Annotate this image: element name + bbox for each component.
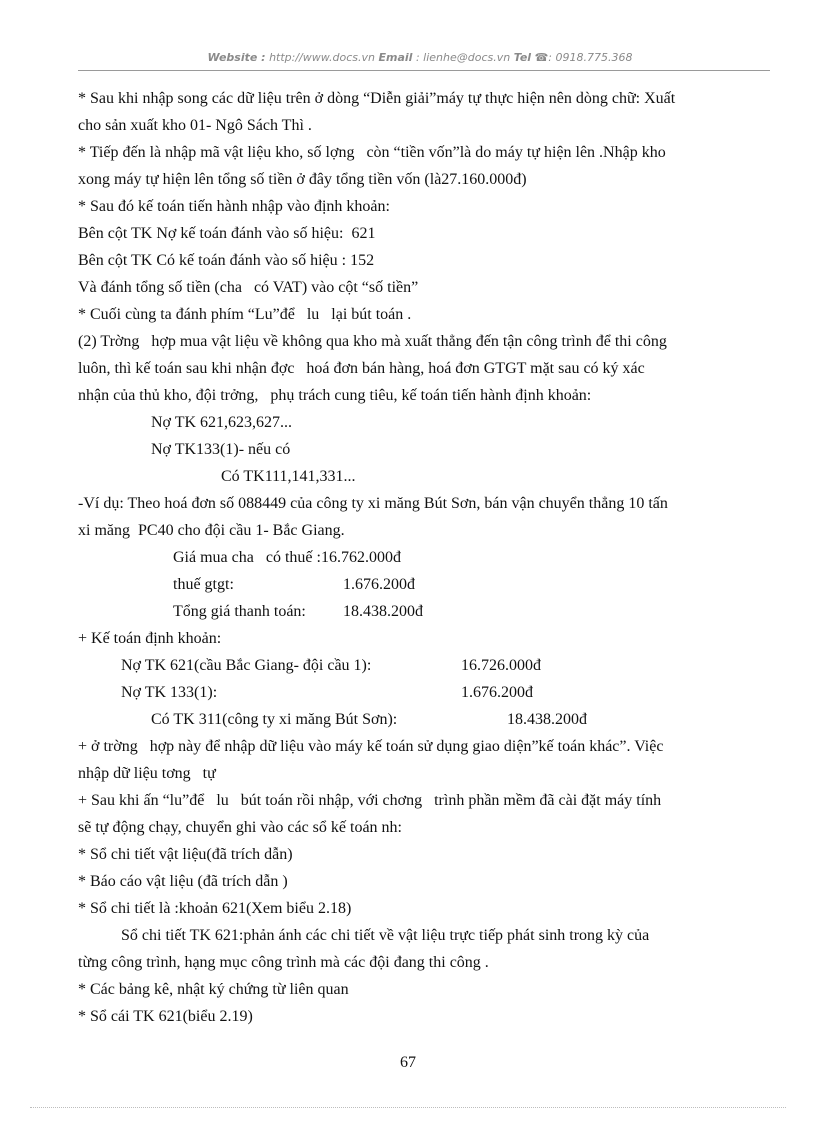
tax-value: 1.676.200đ bbox=[343, 576, 415, 593]
entry-account: Nợ TK 621(cầu Bắc Giang- đội cầu 1): bbox=[121, 657, 372, 674]
text-line: -Ví dụ: Theo hoá đơn số 088449 của công ty xi măng Bút Sơn, bán vận chuyển thẳng 10 tấn bbox=[78, 495, 668, 512]
entry-amount: 1.676.200đ bbox=[461, 684, 533, 701]
text-line: + Kế toán định khoản: bbox=[78, 630, 222, 647]
page-header bbox=[80, 51, 760, 64]
total-label: Tổng giá thanh toán: bbox=[173, 603, 306, 620]
entry-account: Có TK 311(công ty xi măng Bút Sơn): bbox=[151, 711, 398, 728]
header-divider bbox=[78, 70, 770, 71]
text-line: * Sau khi nhập song các dữ liệu trên ở dòng “Diễn giải”máy tự thực hiện nên dòng chữ: Xuất bbox=[78, 90, 676, 107]
text-line: * Tiếp đến là nhập mã vật liệu kho, số lợng còn “tiền vốn”là do máy tự hiện lên .Nhập kho bbox=[78, 144, 666, 161]
text-line: Bên cột TK Có kế toán đánh vào số hiệu : 152 bbox=[78, 252, 375, 269]
text-line: nhận của thủ kho, đội trởng, phụ trách cung tiêu, kế toán tiến hành định khoản: bbox=[78, 387, 592, 404]
text-line: luôn, thì kế toán sau khi nhận đợc hoá đơn bán hàng, hoá đơn GTGT mặt sau có ký xác bbox=[78, 360, 645, 377]
journal-debit-line: Nợ TK133(1)- nếu có bbox=[151, 441, 291, 458]
text-line: * Sổ chi tiết vật liệu(đã trích dẫn) bbox=[78, 846, 293, 863]
footer-divider bbox=[30, 1107, 786, 1108]
entry-amount: 18.438.200đ bbox=[507, 711, 587, 728]
text-line: xong máy tự hiện lên tổng số tiền ở đây tổng tiền vốn (là27.160.000đ) bbox=[78, 171, 527, 188]
entry-debit-133 bbox=[78, 679, 778, 706]
text-line: (2) Trờng hợp mua vật liệu về không qua kho mà xuất thẳng đến tận công trình để thi công bbox=[78, 333, 667, 350]
tax-label: thuế gtgt: bbox=[173, 576, 234, 593]
text-line: xi măng PC40 cho đội cầu 1- Bắc Giang. bbox=[78, 522, 345, 539]
text-line: Và đánh tổng số tiền (cha có VAT) vào cột “số tiền” bbox=[78, 279, 419, 296]
text-line: nhập dữ liệu tơng tự bbox=[78, 765, 216, 782]
text-line: sẽ tự động chạy, chuyển ghi vào các sổ kế toán nh: bbox=[78, 819, 402, 836]
text-line: * Sổ chi tiết là :khoản 621(Xem biểu 2.18) bbox=[78, 900, 352, 917]
text-line: + ở trờng hợp này để nhập dữ liệu vào máy kế toán sử dụng giao diện”kế toán khác”. Việc bbox=[78, 738, 664, 755]
price-line: Giá mua cha có thuế :16.762.000đ bbox=[173, 549, 401, 566]
phone-icon: ☎ bbox=[534, 51, 549, 64]
email-address: : lienhe@docs.vn bbox=[415, 51, 511, 64]
website-label: Website : bbox=[207, 51, 266, 64]
total-line bbox=[78, 598, 778, 625]
journal-credit-line: Có TK111,141,331... bbox=[221, 468, 356, 485]
text-line: * Cuối cùng ta đánh phím “Lu”để lu lại bút toán . bbox=[78, 306, 412, 323]
entry-debit-621 bbox=[78, 652, 778, 679]
journal-debit-line: Nợ TK 621,623,627... bbox=[151, 414, 293, 431]
text-line: cho sản xuất kho 01- Ngô Sách Thì . bbox=[78, 117, 312, 134]
text-line: * Các bảng kê, nhật ký chứng từ liên quan bbox=[78, 981, 349, 998]
entry-amount: 16.726.000đ bbox=[461, 657, 541, 674]
entry-account: Nợ TK 133(1): bbox=[121, 684, 218, 701]
tax-line bbox=[78, 571, 778, 598]
text-line: Bên cột TK Nợ kế toán đánh vào số hiệu: 621 bbox=[78, 225, 376, 242]
tel-number: : 0918.775.368 bbox=[548, 51, 633, 64]
tel-label: Tel bbox=[513, 51, 532, 64]
document-body bbox=[78, 85, 778, 1030]
text-line: + Sau khi ấn “lu”để lu bút toán rồi nhập, với chơng trình phần mềm đã cài đặt máy tính bbox=[78, 792, 662, 809]
text-line: * Sau đó kế toán tiến hành nhập vào định khoản: bbox=[78, 198, 390, 215]
text-line: * Sổ cái TK 621(biểu 2.19) bbox=[78, 1008, 253, 1025]
text-line: Sổ chi tiết TK 621:phản ánh các chi tiết về vật liệu trực tiếp phát sinh trong kỳ của bbox=[121, 927, 650, 944]
page-number: 67 bbox=[400, 1054, 416, 1071]
website-url: http://www.docs.vn bbox=[269, 51, 376, 64]
total-value: 18.438.200đ bbox=[343, 603, 423, 620]
text-line: từng công trình, hạng mục công trình mà các đội đang thi công . bbox=[78, 954, 489, 971]
text-line: * Báo cáo vật liệu (đã trích dẫn ) bbox=[78, 873, 288, 890]
email-label: Email bbox=[378, 51, 413, 64]
entry-credit-311 bbox=[78, 706, 778, 733]
